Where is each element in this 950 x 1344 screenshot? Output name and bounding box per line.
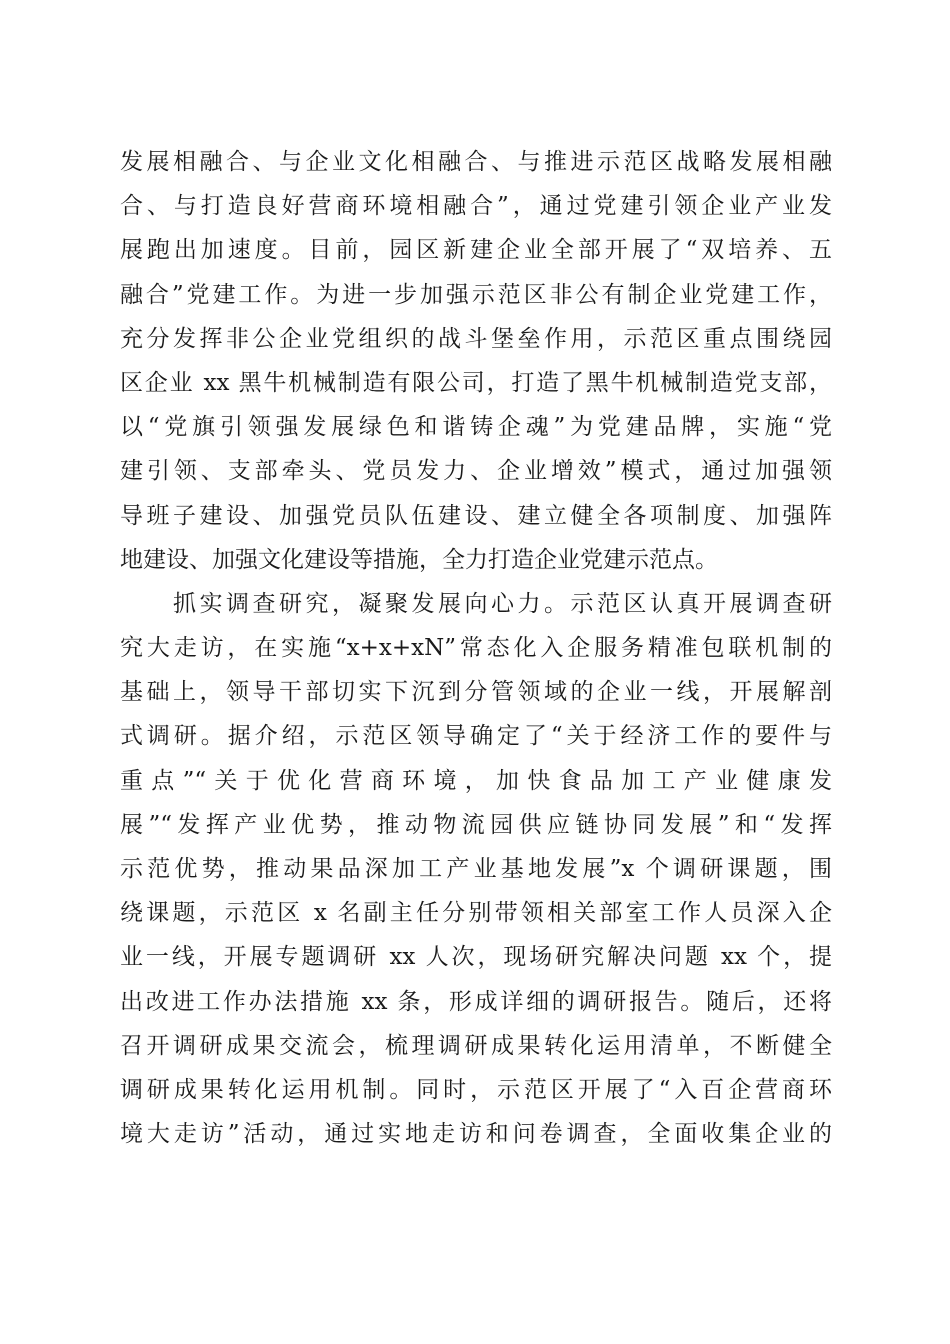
text-line: 调研成果转化运用机制。同时，示范区开展了“入百企营商环	[120, 1076, 832, 1103]
text-line: 究大走访，在实施“x+x+xN”常态化入企服务精准包联机制的	[120, 635, 832, 662]
text-line: 绕课题，示范区 x 名副主任分别带领相关部室工作人员深入企	[120, 900, 832, 927]
text-line: 基础上，领导干部切实下沉到分管领域的企业一线，开展解剖	[120, 679, 832, 706]
text-line: 展跑出加速度。目前，园区新建企业全部开展了“双培养、五	[120, 237, 832, 264]
text-line: 区企业 xx 黑牛机械制造有限公司，打造了黑牛机械制造党支部，	[120, 369, 832, 396]
text-line: 式调研。据介绍，示范区领导确定了“关于经济工作的要件与	[120, 723, 832, 750]
text-line: 以“党旗引领强发展绿色和谐铸企魂”为党建品牌，实施“党	[120, 414, 832, 441]
text-line: 出改进工作办法措施 xx 条，形成详细的调研报告。随后，还将	[120, 988, 832, 1015]
text-line: 发展相融合、与企业文化相融合、与推进示范区战略发展相融	[120, 149, 832, 175]
body-text	[120, 140, 832, 1156]
text-line: 展”“发挥产业优势，推动物流园供应链协同发展”和“发挥	[120, 811, 832, 838]
text-line: 召开调研成果交流会，梳理调研成果转化运用清单，不断健全	[120, 1032, 832, 1059]
text-line: 合、与打造良好营商环境相融合”，通过党建引领企业产业发	[120, 193, 832, 220]
paragraph-end-line: 地建设、加强文化建设等措施，全力打造企业党建示范点。	[120, 546, 718, 573]
text-line: 导班子建设、加强党员队伍建设、建立健全各项制度、加强阵	[120, 502, 832, 529]
text-line: 境大走访”活动，通过实地走访和问卷调查，全面收集企业的	[120, 1121, 832, 1148]
text-line: 重点”“关于优化营商环境，加快食品加工产业健康发	[120, 767, 832, 794]
text-line: 融合”党建工作。为进一步加强示范区非公有制企业党建工作，	[120, 281, 832, 308]
text-line: 充分发挥非公企业党组织的战斗堡垒作用，示范区重点围绕园	[120, 325, 832, 352]
text-line: 示范优势，推动果品深加工产业基地发展”x 个调研课题，围	[120, 856, 832, 882]
text-line: 建引领、支部牵头、党员发力、企业增效”模式，通过加强领	[120, 458, 832, 485]
text-line: 业一线，开展专题调研 xx 人次，现场研究解决问题 xx 个，提	[120, 944, 832, 971]
paragraph-start-line: 抓实调查研究，凝聚发展向心力。示范区认真开展调查研	[120, 590, 832, 617]
